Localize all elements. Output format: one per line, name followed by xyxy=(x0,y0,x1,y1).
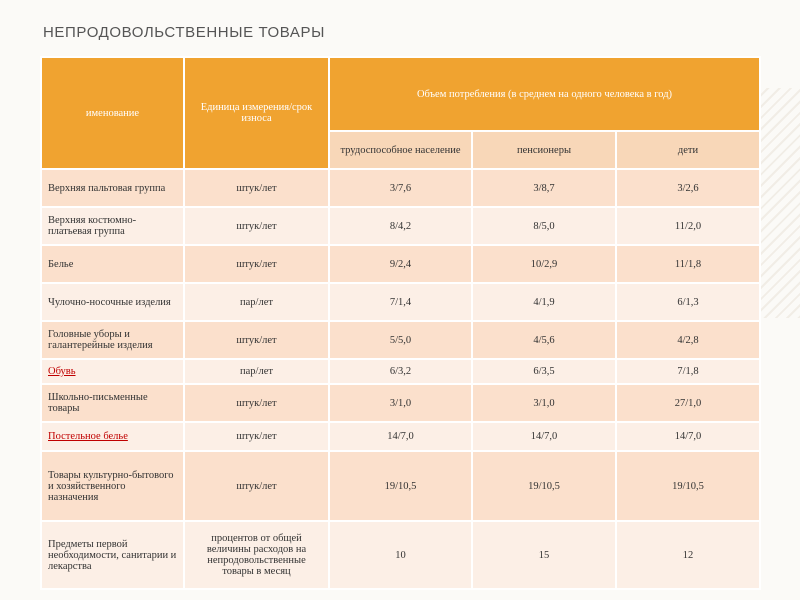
item-name: Верхняя костюмно-платьевая группа xyxy=(48,215,137,237)
item-name: Товары культурно-бытового и хозяйственного назначения xyxy=(48,469,174,503)
cell-value: 15 xyxy=(472,521,616,589)
cell-name xyxy=(41,384,184,422)
table-row xyxy=(41,207,760,245)
cell-unit: штук/лет xyxy=(184,169,329,207)
cell-value: 11/1,8 xyxy=(616,245,760,283)
cell-value: 5/5,0 xyxy=(329,321,472,359)
item-name-link[interactable]: Обувь xyxy=(48,366,76,377)
cell-value: 4/5,6 xyxy=(472,321,616,359)
consumption-table xyxy=(40,56,761,590)
cell-name xyxy=(41,283,184,321)
cell-value: 19/10,5 xyxy=(616,451,760,521)
cell-value: 10/2,9 xyxy=(472,245,616,283)
cell-value: 3/8,7 xyxy=(472,169,616,207)
header-group-pensioners: пенсионеры xyxy=(472,131,616,169)
decorative-stripes xyxy=(760,88,800,318)
cell-unit: пар/лет xyxy=(184,359,329,384)
cell-value: 3/7,6 xyxy=(329,169,472,207)
cell-value: 9/2,4 xyxy=(329,245,472,283)
table-row xyxy=(41,451,760,521)
item-name: Школьно-письменные товары xyxy=(48,392,148,414)
cell-value: 3/2,6 xyxy=(616,169,760,207)
item-name: Чулочно-носочные изделия xyxy=(48,296,171,308)
cell-value: 6/3,2 xyxy=(329,359,472,384)
cell-name xyxy=(41,169,184,207)
cell-unit: штук/лет xyxy=(184,207,329,245)
slide-title: НЕПРОДОВОЛЬСТВЕННЫЕ ТОВАРЫ xyxy=(43,24,325,41)
cell-value: 7/1,8 xyxy=(616,359,760,384)
table-row xyxy=(41,321,760,359)
table-row xyxy=(41,245,760,283)
header-name: именование xyxy=(41,57,184,169)
table-row xyxy=(41,521,760,589)
table-row xyxy=(41,384,760,422)
cell-value: 10 xyxy=(329,521,472,589)
cell-unit: штук/лет xyxy=(184,451,329,521)
cell-value: 7/1,4 xyxy=(329,283,472,321)
cell-value: 14/7,0 xyxy=(472,422,616,451)
item-name: Предметы первой необходимости, санитарии и лекарства xyxy=(48,538,177,572)
cell-value: 12 xyxy=(616,521,760,589)
cell-name xyxy=(41,321,184,359)
header-group-children: дети xyxy=(616,131,760,169)
cell-unit: штук/лет xyxy=(184,321,329,359)
cell-value: 27/1,0 xyxy=(616,384,760,422)
cell-value: 4/2,8 xyxy=(616,321,760,359)
cell-value: 3/1,0 xyxy=(472,384,616,422)
cell-value: 3/1,0 xyxy=(329,384,472,422)
item-name: Верхняя пальтовая группа xyxy=(48,182,166,194)
cell-name xyxy=(41,521,184,589)
table-row xyxy=(41,359,760,384)
table-row xyxy=(41,422,760,451)
table-row xyxy=(41,283,760,321)
table-row xyxy=(41,169,760,207)
item-name: Белье xyxy=(48,258,74,270)
cell-value: 11/2,0 xyxy=(616,207,760,245)
cell-unit: штук/лет xyxy=(184,422,329,451)
cell-value: 8/4,2 xyxy=(329,207,472,245)
header-unit: Единица измерения/срок износа xyxy=(184,57,329,169)
cell-value: 19/10,5 xyxy=(472,451,616,521)
header-volume: Объем потребления (в среднем на одного человека в год) xyxy=(329,57,760,131)
cell-value: 14/7,0 xyxy=(329,422,472,451)
cell-value: 6/3,5 xyxy=(472,359,616,384)
cell-unit: процентов от общей величины расходов на непродовольственные товары в месяц xyxy=(184,521,329,589)
cell-name xyxy=(41,451,184,521)
item-name: Головные уборы и галантерейные изделия xyxy=(48,329,153,351)
cell-unit: штук/лет xyxy=(184,245,329,283)
cell-name xyxy=(41,422,184,451)
header-group-working: трудоспособное население xyxy=(329,131,472,169)
cell-unit: пар/лет xyxy=(184,283,329,321)
item-name-link[interactable]: Постельное белье xyxy=(48,431,128,442)
cell-name xyxy=(41,359,184,384)
cell-name xyxy=(41,245,184,283)
cell-value: 8/5,0 xyxy=(472,207,616,245)
cell-value: 4/1,9 xyxy=(472,283,616,321)
cell-value: 14/7,0 xyxy=(616,422,760,451)
cell-unit: штук/лет xyxy=(184,384,329,422)
cell-value: 19/10,5 xyxy=(329,451,472,521)
cell-name xyxy=(41,207,184,245)
cell-value: 6/1,3 xyxy=(616,283,760,321)
